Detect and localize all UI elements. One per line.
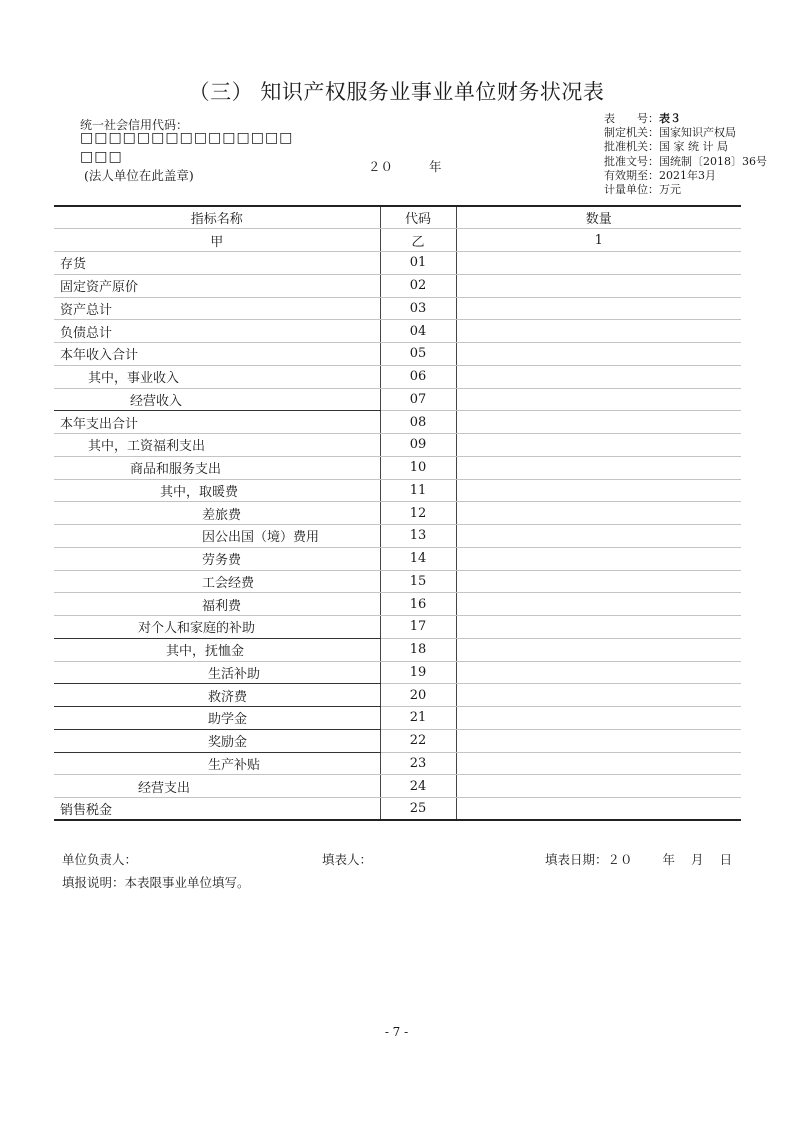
quantity-cell[interactable] bbox=[456, 707, 741, 730]
form-meta bbox=[604, 112, 767, 197]
table-row: 经营收入 07 bbox=[54, 388, 741, 411]
finance-table bbox=[54, 205, 741, 821]
table-row: 其中，抚恤金 18 bbox=[54, 638, 741, 661]
header-quantity: 数量 bbox=[456, 206, 741, 229]
quantity-cell[interactable] bbox=[456, 343, 741, 366]
page-number: - 7 - bbox=[384, 1025, 409, 1039]
page-title: （三） 知识产权服务业事业单位财务状况表 bbox=[188, 80, 605, 104]
table-row: 劳务费 14 bbox=[54, 547, 741, 570]
quantity-cell[interactable] bbox=[456, 320, 741, 343]
table-row: 其中，取暖费 11 bbox=[54, 479, 741, 502]
approval-document: 批准文号：国统制〔2018〕36号 bbox=[604, 154, 767, 168]
table-row: 工会经费 15 bbox=[54, 570, 741, 593]
credit-code-label: 统一社会信用代码： bbox=[80, 118, 189, 132]
table-row: 固定资产原价 02 bbox=[54, 274, 741, 297]
quantity-cell[interactable] bbox=[456, 274, 741, 297]
table-row: 商品和服务支出 10 bbox=[54, 456, 741, 479]
table-row: 差旅费 12 bbox=[54, 502, 741, 525]
quantity-cell[interactable] bbox=[456, 684, 741, 707]
table-number: 表 号：表３ bbox=[604, 112, 681, 125]
quantity-cell[interactable] bbox=[456, 775, 741, 798]
table-row: 救济费 20 bbox=[54, 684, 741, 707]
quantity-cell[interactable] bbox=[456, 456, 741, 479]
table-row: 资产总计 03 bbox=[54, 297, 741, 320]
quantity-cell[interactable] bbox=[456, 388, 741, 411]
quantity-cell[interactable] bbox=[456, 798, 741, 821]
seal-note: (法人单位在此盖章) bbox=[84, 168, 194, 183]
quantity-cell[interactable] bbox=[456, 729, 741, 752]
table-row: 其中，事业收入 06 bbox=[54, 365, 741, 388]
measure-unit: 计量单位：万元 bbox=[604, 183, 681, 197]
quantity-cell[interactable] bbox=[456, 547, 741, 570]
table-row: 负债总计 04 bbox=[54, 320, 741, 343]
table-row: 本年支出合计 08 bbox=[54, 411, 741, 434]
quantity-cell[interactable] bbox=[456, 525, 741, 548]
table-row: 福利费 16 bbox=[54, 593, 741, 616]
unit-head-label: 单位负责人： bbox=[62, 852, 138, 867]
table-row: 奖励金 22 bbox=[54, 729, 741, 752]
table-row: 其中，工资福利支出 09 bbox=[54, 434, 741, 457]
filler-label: 填表人： bbox=[322, 852, 373, 867]
table-row: 助学金 21 bbox=[54, 707, 741, 730]
approval-authority: 批准机关：国 家 统 计 局 bbox=[604, 140, 728, 154]
quantity-cell[interactable] bbox=[456, 479, 741, 502]
table-row: 生产补贴 23 bbox=[54, 752, 741, 775]
quantity-cell[interactable] bbox=[456, 616, 741, 639]
quantity-cell[interactable] bbox=[456, 570, 741, 593]
table-row: 经营支出 24 bbox=[54, 775, 741, 798]
table-row: 对个人和家庭的补助 17 bbox=[54, 616, 741, 639]
fill-instructions: 填报说明：本表限事业单位填写。 bbox=[62, 875, 250, 890]
maker-authority: 制定机关：国家知识产权局 bbox=[604, 126, 736, 140]
table-row: 生活补助 19 bbox=[54, 661, 741, 684]
quantity-cell[interactable] bbox=[456, 593, 741, 616]
credit-code-boxes-row2[interactable]: □□□ bbox=[80, 149, 123, 165]
table-row: 存货 01 bbox=[54, 252, 741, 275]
table-row: 销售税金 25 bbox=[54, 798, 741, 821]
table-header-row bbox=[54, 206, 741, 229]
table-row: 本年收入合计 05 bbox=[54, 343, 741, 366]
quantity-cell[interactable] bbox=[456, 502, 741, 525]
quantity-cell[interactable] bbox=[456, 434, 741, 457]
year-suffix: 年 bbox=[429, 159, 442, 174]
quantity-cell[interactable] bbox=[456, 252, 741, 275]
valid-until: 有效期至：2021年3月 bbox=[604, 168, 716, 182]
year-prefix: ２０ bbox=[368, 159, 394, 174]
table-row: 因公出国（境）费用 13 bbox=[54, 525, 741, 548]
quantity-cell[interactable] bbox=[456, 638, 741, 661]
quantity-cell[interactable] bbox=[456, 411, 741, 434]
quantity-cell[interactable] bbox=[456, 365, 741, 388]
quantity-cell[interactable] bbox=[456, 297, 741, 320]
credit-code-boxes-row1[interactable]: □□□□□□□□□□□□□□□ bbox=[80, 130, 294, 146]
table-index-row: 甲 乙 1 bbox=[54, 229, 741, 252]
report-year bbox=[368, 157, 442, 175]
header-indicator-name: 指标名称 bbox=[54, 206, 380, 229]
fill-date: 填表日期：２０ 年 月 日 bbox=[545, 852, 733, 867]
quantity-cell[interactable] bbox=[456, 661, 741, 684]
quantity-cell[interactable] bbox=[456, 752, 741, 775]
header-code: 代码 bbox=[380, 206, 456, 229]
